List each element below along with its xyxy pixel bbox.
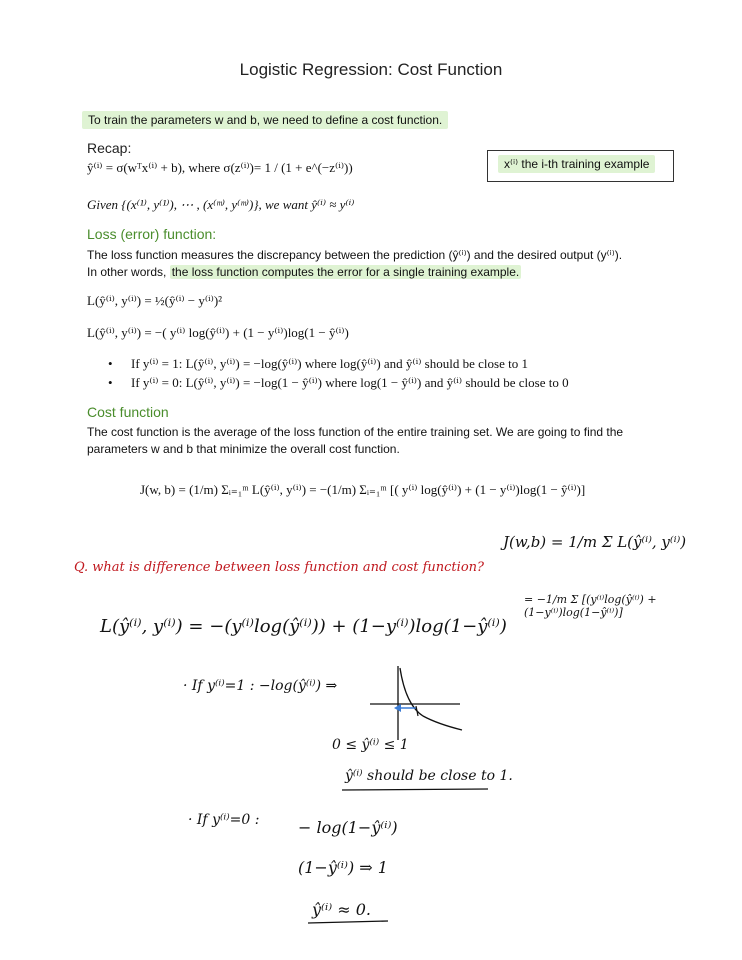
bullet-y-equals-1: If y⁽ⁱ⁾ = 1: L(ŷ⁽ⁱ⁾, y⁽ⁱ⁾) = −log(ŷ⁽ⁱ⁾) where log(ŷ⁽ⁱ⁾) and ŷ⁽ⁱ⁾ should be close to 1 [131, 356, 528, 371]
handwritten-approx-0: ŷ⁽ⁱ⁾ ≈ 0. [312, 900, 371, 919]
bullet-y-equals-0: If y⁽ⁱ⁾ = 0: L(ŷ⁽ⁱ⁾, y⁽ⁱ⁾) = −log(1 − ŷ⁽ⁱ⁾) where log(1 − ŷ⁽ⁱ⁾) and ŷ⁽ⁱ⁾ should be close to 0 [131, 375, 569, 390]
handwritten-question: Q. what is difference between loss function and cost function? [74, 560, 484, 575]
loss-description-2a: In other words, [87, 265, 170, 279]
underline-approx-0 [306, 918, 392, 926]
handwritten-if-1: · If y⁽ⁱ⁾=1 : −log(ŷ⁽ⁱ⁾) ⇒ [183, 678, 338, 694]
intro-sentence [82, 112, 448, 129]
cost-description-1: The cost function is the average of the loss function of the entire training set. We are going to find the [87, 425, 624, 439]
handwritten-loss-eq: L(ŷ⁽ⁱ⁾, y⁽ⁱ⁾) = −(y⁽ⁱ⁾log(ŷ⁽ⁱ⁾)) + (1−y⁽ⁱ⁾)log(1−ŷ⁽ⁱ⁾) [100, 616, 507, 637]
handwritten-close-to-1: ŷ⁽ⁱ⁾ should be close to 1. [345, 768, 513, 784]
training-example-text: x⁽ⁱ⁾ the i-th training example [498, 155, 655, 173]
intro-highlight: To train the parameters w and b, we need to define a cost function. [82, 111, 448, 129]
handwritten-cost-eq-1: J(w,b) = 1/m Σ L(ŷ⁽ⁱ⁾, y⁽ⁱ⁾) [503, 533, 687, 551]
page-title: Logistic Regression: Cost Function [239, 60, 503, 79]
bullet-dot-2: • [108, 375, 113, 390]
underline-close-to-1 [340, 786, 492, 794]
cost-heading: Cost function [87, 404, 169, 420]
log-curve-sketch [368, 664, 468, 742]
loss-equation-log: L(ŷ⁽ⁱ⁾, y⁽ⁱ⁾) = −( y⁽ⁱ⁾ log(ŷ⁽ⁱ⁾) + (1 − y⁽ⁱ⁾)log(1 − ŷ⁽ⁱ⁾) [87, 325, 349, 340]
recap-label: Recap: [87, 140, 132, 156]
loss-description-2 [87, 264, 667, 281]
cost-description-2: parameters w and b that minimize the overall cost function. [87, 442, 400, 456]
loss-heading: Loss (error) function: [87, 226, 217, 242]
loss-description-1: The loss function measures the discrepancy between the prediction (ŷ⁽ⁱ⁾) and the desired output (y⁽ⁱ⁾). [87, 248, 623, 262]
handwritten-if-0: · If y⁽ⁱ⁾=0 : [188, 812, 260, 828]
training-example-note [487, 150, 674, 182]
recap-equation-sigmoid: ŷ⁽ⁱ⁾ = σ(wᵀx⁽ⁱ⁾ + b), where σ(z⁽ⁱ⁾)= 1 / (1 + e^(−z⁽ⁱ⁾)) [87, 160, 353, 175]
handwritten-cost-eq-2: = −1/m Σ [(y⁽ⁱ⁾log(ŷ⁽ⁱ⁾) + (1−y⁽ⁱ⁾)log(1−ŷ⁽ⁱ⁾)] [524, 593, 657, 619]
loss-description-highlight: the loss function computes the error for a single training example. [171, 265, 520, 279]
recap-equation-given: Given {(x⁽¹⁾, y⁽¹⁾), ⋯ , (x⁽ᵐ⁾, y⁽ᵐ⁾)}, we want ŷ⁽ⁱ⁾ ≈ y⁽ⁱ⁾ [87, 197, 355, 212]
handwritten-range: 0 ≤ ŷ⁽ⁱ⁾ ≤ 1 [332, 737, 409, 753]
sketch-curve [400, 668, 462, 730]
cost-equation: J(w, b) = (1/m) Σᵢ₌₁ᵐ L(ŷ⁽ⁱ⁾, y⁽ⁱ⁾) = −(1/m) Σᵢ₌₁ᵐ [( y⁽ⁱ⁾ log(ŷ⁽ⁱ⁾) + (1 − y⁽ⁱ⁾)log(1 − ŷ⁽ⁱ⁾)] [140, 482, 586, 497]
loss-equation-squared: L(ŷ⁽ⁱ⁾, y⁽ⁱ⁾) = ½(ŷ⁽ⁱ⁾ − y⁽ⁱ⁾)² [87, 293, 223, 308]
bullet-dot-1: • [108, 356, 113, 371]
handwritten-neg-log: − log(1−ŷ⁽ⁱ⁾) [298, 818, 398, 837]
handwritten-approx-1: (1−ŷ⁽ⁱ⁾) ⇒ 1 [298, 858, 388, 877]
